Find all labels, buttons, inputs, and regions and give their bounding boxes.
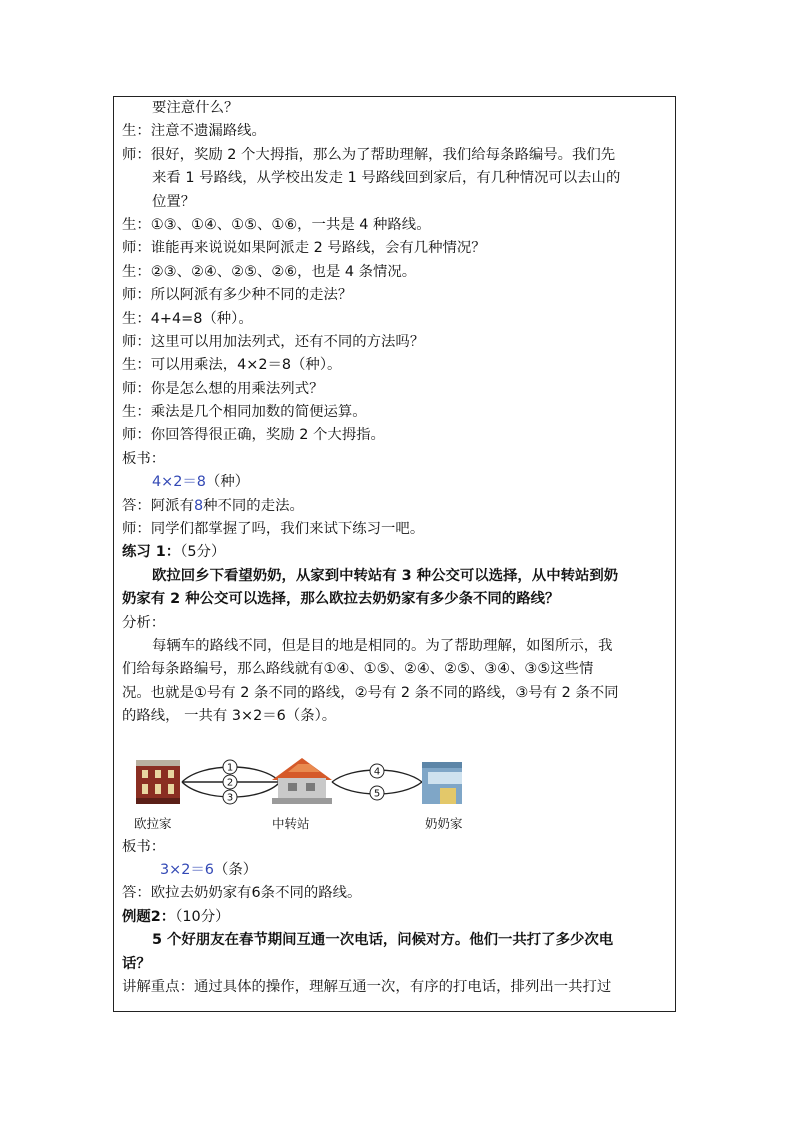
- route-diagram-graphic: [122, 754, 462, 816]
- analysis-label: 分析：: [122, 614, 166, 631]
- analysis-line: 们给每条路编号，那么路线就有①④、①⑤、②④、②⑤、③④、③⑤这些情: [122, 661, 594, 678]
- answer-suffix: 种不同的走法。: [203, 497, 304, 514]
- route-number: 2: [226, 777, 234, 789]
- blackboard-label: 板书：: [122, 838, 166, 855]
- lesson-content: [122, 97, 672, 999]
- answer-line: 答：欧拉去奶奶家有6条不同的路线。: [122, 885, 362, 902]
- exercise-heading: [122, 541, 672, 564]
- text-line: 生：4+4=8（种）。: [122, 310, 253, 327]
- text-line: 师：你是怎么想的用乘法列式？: [122, 380, 324, 397]
- blackboard-formula: [122, 471, 672, 494]
- example-problem-line: 话？: [122, 955, 151, 972]
- analysis-line: 的路线， 一共有 3×2＝6（条）。: [122, 708, 337, 725]
- text-line: 师：很好，奖励 2 个大拇指，那么为了帮助理解，我们给每条路编号。我们先: [122, 146, 616, 163]
- blackboard-label: 板书：: [122, 450, 166, 467]
- text-line: 要注意什么？: [152, 100, 239, 116]
- exercise-problem-line: 奶家有 2 种公交可以选择，那么欧拉去奶奶家有多少条不同的路线？: [122, 591, 560, 608]
- key-points-line: 讲解重点：通过具体的操作，理解互通一次，有序的打电话，排列出一共打过: [122, 978, 612, 995]
- text-line: 来看 1 号路线，从学校出发走 1 号路线回到家后，有几种情况可以去山的: [152, 170, 621, 187]
- example-time: （10分）: [175, 908, 230, 925]
- example-heading: [122, 906, 672, 929]
- lesson-table-cell: [113, 96, 676, 1012]
- example-problem-line: 5 个好朋友在春节期间互通一次电话，问候对方。他们一共打了多少次电: [152, 932, 614, 949]
- formula-unit: （条）: [213, 861, 258, 878]
- route-diagram: [122, 754, 672, 836]
- grandma-home-icon: [422, 762, 462, 804]
- analysis-line: 每辆车的路线不同，但是目的地是相同的。为了帮助理解，如图所示，我: [152, 637, 613, 654]
- formula-unit: （种）: [205, 474, 250, 491]
- route-number: 1: [226, 762, 234, 774]
- route-number: 3: [226, 792, 234, 804]
- text-line: 生：②③、②④、②⑤、②⑥，也是 4 条情况。: [122, 263, 417, 280]
- text-line: 生：①③、①④、①⑤、①⑥，一共是 4 种路线。: [122, 216, 431, 233]
- text-line: 师：这里可以用加法列式，还有不同的方法吗？: [122, 333, 425, 350]
- text-line: 生：乘法是几个相同加数的简便运算。: [122, 404, 367, 421]
- exercise-problem-line: 欧拉回乡下看望奶奶，从家到中转站有 3 种公交可以选择，从中转站到奶: [152, 567, 619, 584]
- grandma-home-label: 奶奶家: [425, 815, 463, 831]
- transfer-station-icon: [272, 758, 332, 804]
- formula-expression: 3×2＝6: [160, 861, 214, 878]
- formula-expression: 4×2＝8: [152, 474, 206, 491]
- text-line: 师：谁能再来说说如果阿派走 2 号路线，会有几种情况？: [122, 240, 486, 257]
- ola-home-label: 欧拉家: [134, 815, 172, 831]
- answer-prefix: 答：阿派有: [122, 497, 194, 514]
- ola-home-icon: [136, 760, 180, 804]
- blackboard-formula: [122, 859, 672, 882]
- text-line: 师：所以阿派有多少种不同的走法？: [122, 287, 353, 304]
- route-number: 4: [373, 766, 381, 778]
- example-title: 例题2：: [122, 908, 176, 925]
- text-line: 师：同学们都掌握了吗，我们来试下练习一吧。: [122, 521, 425, 538]
- exercise-time: （5分）: [180, 544, 226, 561]
- answer-number: 8: [193, 497, 204, 514]
- analysis-line: 况。也就是①号有 2 条不同的路线，②号有 2 条不同的路线，③号有 2 条不同: [122, 684, 619, 701]
- exercise-title: 练习 1：: [122, 544, 181, 561]
- text-line: 生：注意不遗漏路线。: [122, 123, 266, 140]
- text-line: 位置？: [152, 193, 196, 210]
- transfer-station-label: 中转站: [272, 815, 310, 831]
- route-number: 5: [373, 788, 381, 800]
- answer-line: [122, 495, 672, 518]
- text-line: 生：可以用乘法，4×2＝8（种）。: [122, 357, 342, 374]
- text-line: 师：你回答得很正确，奖励 2 个大拇指。: [122, 427, 385, 444]
